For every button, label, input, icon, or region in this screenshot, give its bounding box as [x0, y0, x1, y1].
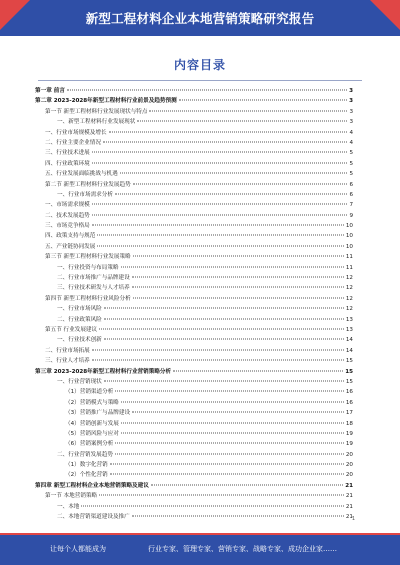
toc-leader-dots	[103, 141, 347, 142]
toc-entry-title: 一、行业营销现状	[57, 378, 102, 385]
toc-leader-dots	[104, 318, 344, 319]
toc-leader-dots	[133, 183, 348, 184]
toc-leader-dots	[133, 297, 344, 298]
toc-entry[interactable]	[35, 169, 353, 179]
toc-entry-title: 第一章 前言	[35, 88, 65, 94]
toc-entry-page: 19	[345, 430, 353, 437]
toc-leader-dots	[67, 90, 347, 91]
toc-leader-dots	[132, 287, 344, 288]
toc-entry-title: 四、政策支持与规范	[45, 233, 96, 240]
report-title: 新型工程材料企业本地营销策略研究报告	[85, 11, 315, 26]
toc-leader-dots	[121, 401, 344, 402]
toc-entry-title: 第三章 2023-2028年新型工程材料行业营销策略分析	[35, 368, 172, 375]
toc-entry-title: 五、产业链协同发展	[45, 243, 96, 250]
toc-leader-dots	[104, 339, 344, 340]
toc-entry-title: 一、本地	[57, 503, 80, 510]
toc-leader-dots	[81, 505, 343, 506]
toc-entry[interactable]	[35, 450, 353, 460]
toc-leader-dots	[121, 266, 344, 267]
toc-entry-title: （1）营销渠道分析	[65, 389, 114, 396]
toc-entry[interactable]	[35, 283, 353, 293]
toc-leader-dots	[99, 495, 344, 496]
toc-entry-title: （2）个性化营销	[65, 472, 108, 479]
toc-entry-title: 五、行业发展面临挑战与机遇	[45, 171, 118, 178]
toc-leader-dots	[115, 193, 347, 194]
toc-entry[interactable]	[35, 460, 353, 470]
toc-entry-page: 4	[349, 129, 353, 136]
toc-entry-title: 二、行业营销发展趋势	[57, 451, 113, 458]
toc-entry[interactable]	[35, 335, 353, 345]
toc-entry-page: 6	[349, 191, 353, 198]
toc-entry[interactable]	[35, 377, 353, 387]
toc-entry-page: 13	[345, 326, 353, 333]
header-corner-left	[0, 0, 30, 30]
toc-entry-page: 10	[345, 233, 353, 240]
toc-entry[interactable]	[35, 211, 353, 221]
toc-entry-page: 12	[345, 275, 353, 282]
toc-leader-dots	[92, 204, 348, 205]
toc-entry[interactable]	[35, 231, 353, 241]
toc-entry[interactable]	[35, 315, 353, 325]
toc-heading: 内容目录	[173, 58, 226, 72]
toc-entry[interactable]	[35, 200, 353, 210]
toc-entry[interactable]	[35, 273, 353, 283]
toc-entry-title: 第三节 新型工程材料行业发展策略	[45, 254, 131, 261]
toc-entry-page: 21	[345, 482, 353, 489]
header-corner-right	[370, 0, 400, 30]
toc-entry[interactable]	[35, 159, 353, 169]
toc-entry[interactable]	[35, 408, 353, 418]
toc-leader-dots	[133, 256, 344, 257]
toc-entry[interactable]	[35, 367, 353, 377]
toc-entry-title: 一、行业市场需求分析	[57, 191, 113, 198]
toc-leader-dots	[104, 308, 344, 309]
toc-leader-dots	[121, 432, 344, 433]
toc-entry-title: （5）营销风险与应对	[65, 430, 119, 437]
toc-entry-page: 21	[345, 493, 353, 500]
toc-entry-page: 21	[345, 514, 353, 521]
toc-entry[interactable]	[35, 470, 353, 480]
toc-leader-dots	[97, 245, 344, 246]
toc-entry[interactable]	[35, 502, 353, 512]
toc-entry-title: 二、行业政策风险	[57, 316, 102, 323]
toc-leader-dots	[110, 474, 344, 475]
toc-entry-title: 第二节 新型工程材料行业发展趋势	[45, 181, 131, 188]
toc-entry-title: 二、行业市场拓展	[45, 347, 90, 354]
page-number: 1	[351, 516, 355, 522]
toc-entry-title: 一、行业技术创新	[57, 337, 102, 344]
toc-entry-title: 一、新型工程材料行业发展现状	[57, 119, 136, 126]
toc-entry-page: 12	[345, 295, 353, 302]
toc-leader-dots	[179, 100, 347, 101]
toc-entry[interactable]	[35, 387, 353, 397]
toc-leader-dots	[120, 173, 348, 174]
toc-leader-dots	[149, 110, 347, 111]
toc-divider	[38, 80, 362, 81]
toc-leader-dots	[92, 360, 344, 361]
toc-entry[interactable]	[35, 439, 353, 449]
toc-entry-title: 三、市场竞争格局	[45, 223, 90, 230]
toc-entry-title: 四、行业政策环境	[45, 160, 90, 167]
toc-entry-page: 16	[345, 399, 353, 406]
toc-entry-page: 3	[349, 98, 353, 105]
toc-entry[interactable]	[35, 356, 353, 366]
toc-entry[interactable]	[35, 419, 353, 429]
toc-entry-title: 第五节 行业发展建议	[45, 326, 98, 333]
toc-entry-title: （2）营销模式与策略	[65, 399, 119, 406]
toc-entry-title: 第二章 2023-2028年新型工程材料行业前景及趋势预测	[35, 98, 177, 105]
toc-entry[interactable]	[35, 346, 353, 356]
toc-entry-title: 一、市场需求规模	[45, 202, 90, 209]
toc-entry-title: 二、本地营销渠道建设及推广	[57, 514, 130, 521]
footer-slogan-left: 让每个人都能成为	[50, 545, 106, 553]
toc-entry-page: 10	[345, 223, 353, 230]
toc-entry-page: 13	[345, 316, 353, 323]
toc-entry[interactable]	[35, 325, 353, 335]
toc-entry[interactable]	[35, 429, 353, 439]
toc-entry-page: 3	[349, 108, 353, 115]
report-header	[0, 0, 400, 36]
toc-entry-page: 21	[345, 503, 353, 510]
toc-entry[interactable]	[35, 138, 353, 148]
toc-entry-page: 17	[345, 410, 353, 417]
toc-entry[interactable]	[35, 190, 353, 200]
toc-entry-title: 二、行业主要企业情况	[45, 139, 101, 146]
toc-entry-page: 19	[345, 441, 353, 448]
toc-entry-page: 18	[345, 420, 353, 427]
toc-entry-title: 第四章 新型工程材料企业本地营销策略及建议	[35, 482, 149, 489]
toc-entry[interactable]	[35, 304, 353, 314]
toc-entry-title: 第一节 本地营销策略	[45, 493, 98, 500]
toc-leader-dots	[151, 484, 343, 485]
toc-entry-page: 6	[349, 181, 353, 188]
toc-leader-dots	[132, 277, 344, 278]
toc-entry[interactable]	[35, 221, 353, 231]
toc-entry[interactable]	[35, 398, 353, 408]
toc-entry-page: 14	[345, 337, 353, 344]
toc-entry-title: （4）营销创新与发展	[65, 420, 119, 427]
toc-entry-title: 一、行业市场规模及增长	[45, 129, 107, 136]
page-footer	[0, 533, 400, 565]
toc-entry[interactable]	[35, 86, 353, 96]
toc-entry[interactable]	[35, 96, 353, 106]
toc-leader-dots	[97, 235, 344, 236]
toc-leader-dots	[132, 412, 344, 413]
toc-leader-dots	[92, 152, 348, 153]
toc-entry[interactable]	[35, 491, 353, 501]
toc-entry-page: 20	[345, 472, 353, 479]
toc-entry-title: （1）数字化营销	[65, 462, 108, 469]
toc-entry-page: 20	[345, 451, 353, 458]
toc-leader-dots	[115, 391, 344, 392]
toc-entry-page: 7	[349, 202, 353, 209]
toc-leader-dots	[92, 349, 344, 350]
toc-entry-title: 三、行业技术进展	[45, 150, 90, 157]
toc-leader-dots	[109, 131, 348, 132]
footer-accent-bar	[0, 533, 400, 535]
toc-leader-dots	[121, 422, 344, 423]
toc-entry-page: 3	[349, 119, 353, 126]
footer-slogan-right: 行业专家、管理专家、营销专家、战略专家、成功企业家……	[148, 545, 337, 553]
table-of-contents	[35, 86, 353, 522]
toc-entry-page: 5	[349, 171, 353, 178]
toc-entry-title: （6）营销案例分析	[65, 441, 114, 448]
toc-leader-dots	[137, 121, 347, 122]
toc-entry-title: 一、行业投资与布局策略	[57, 264, 119, 271]
toc-entry-page: 5	[349, 160, 353, 167]
toc-leader-dots	[110, 464, 344, 465]
toc-entry[interactable]	[35, 512, 353, 522]
toc-entry[interactable]	[35, 252, 353, 262]
toc-leader-dots	[132, 516, 344, 517]
toc-entry-page: 5	[349, 150, 353, 157]
toc-entry-page: 11	[345, 254, 353, 261]
toc-entry[interactable]	[35, 128, 353, 138]
toc-entry-page: 11	[345, 264, 353, 271]
toc-leader-dots	[115, 453, 344, 454]
toc-leader-dots	[99, 328, 344, 329]
toc-entry[interactable]	[35, 107, 353, 117]
toc-entry-page: 9	[349, 212, 353, 219]
toc-entry[interactable]	[35, 117, 353, 127]
toc-entry[interactable]	[35, 148, 353, 158]
toc-entry-title: 一、行业市场风险	[57, 306, 102, 313]
toc-entry-page: 15	[345, 358, 353, 365]
toc-leader-dots	[92, 214, 348, 215]
toc-entry-page: 12	[345, 285, 353, 292]
toc-entry-page: 14	[345, 347, 353, 354]
toc-leader-dots	[115, 443, 344, 444]
toc-leader-dots	[173, 370, 343, 371]
toc-entry-page: 20	[345, 462, 353, 469]
toc-entry-page: 12	[345, 306, 353, 313]
toc-entry-page: 10	[345, 243, 353, 250]
toc-entry[interactable]	[35, 180, 353, 190]
toc-entry-title: 三、行业技术研发与人才培养	[57, 285, 130, 292]
toc-entry-title: 二、行业市场推广与品牌建设	[57, 275, 130, 282]
toc-entry-title: 三、行业人才培养	[45, 358, 90, 365]
toc-entry-title: 第四节 新型工程材料行业风险分析	[45, 295, 131, 302]
toc-leader-dots	[104, 380, 344, 381]
toc-entry-page: 4	[349, 139, 353, 146]
toc-entry-page: 15	[345, 378, 353, 385]
toc-entry[interactable]	[35, 263, 353, 273]
toc-leader-dots	[92, 225, 344, 226]
toc-leader-dots	[92, 162, 348, 163]
toc-entry[interactable]	[35, 481, 353, 491]
toc-entry-page: 15	[345, 368, 353, 375]
toc-entry-title: 第一节 新型工程材料行业发展现状与特点	[45, 108, 148, 115]
toc-entry[interactable]	[35, 242, 353, 252]
toc-entry-page: 3	[349, 88, 353, 94]
toc-entry-page: 16	[345, 389, 353, 396]
toc-entry-title: （3）营销推广与品牌建设	[65, 410, 131, 417]
toc-entry-title: 二、技术发展趋势	[45, 212, 90, 219]
toc-entry[interactable]	[35, 294, 353, 304]
